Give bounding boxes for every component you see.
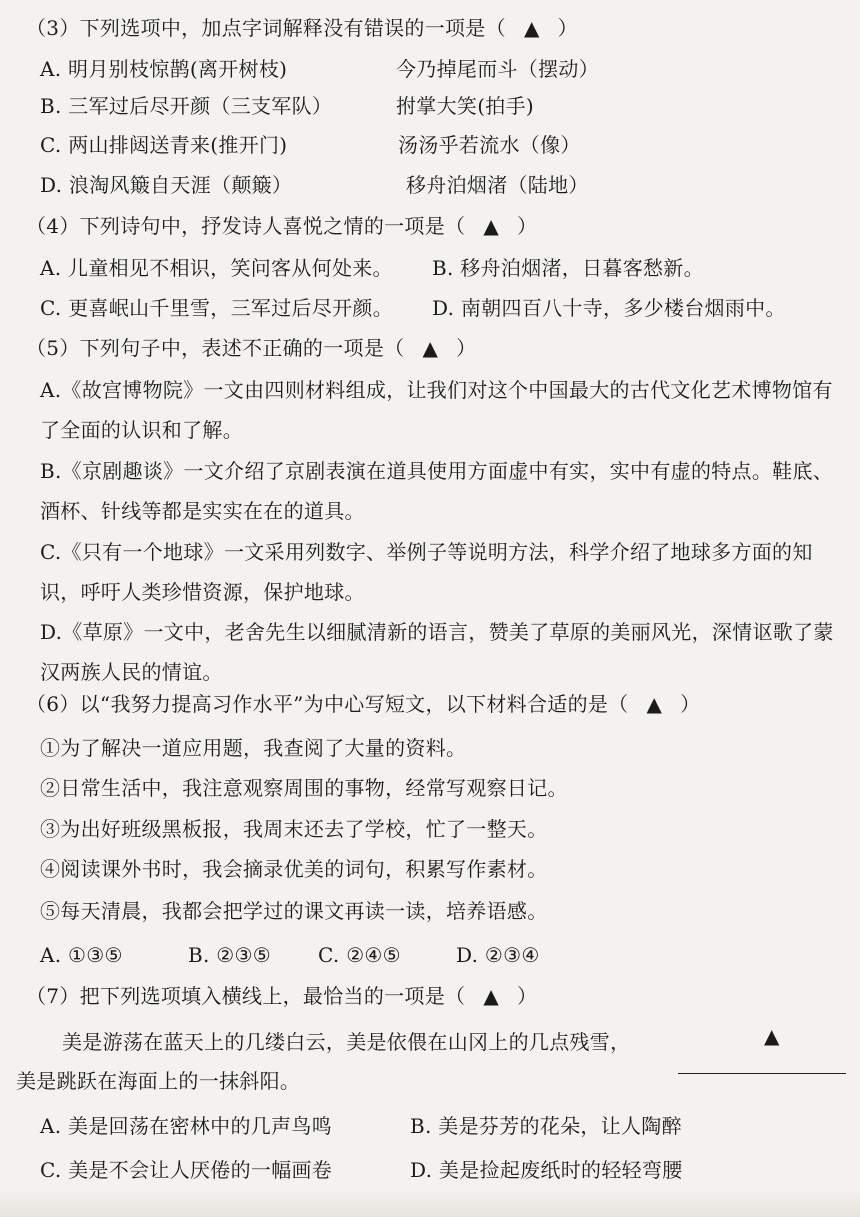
- q6-choice-b: B. ②③⑤: [188, 943, 272, 967]
- q6-item-1: ①为了解决一道应用题，我查阅了大量的资料。: [40, 736, 467, 760]
- q3-option-b-left: B. 三军过后尽开颜（三支军队）: [40, 94, 333, 118]
- question-6-text: （6）以“我努力提高习作水平”为中心写短文，以下材料合适的是（: [26, 692, 629, 716]
- answer-mark: ▲: [646, 692, 663, 716]
- answer-mark: ▲: [483, 214, 500, 238]
- q7-option-d: D. 美是捡起废纸时的轻轻弯腰: [410, 1158, 683, 1182]
- q6-choice-a: A. ①③⑤: [40, 943, 123, 967]
- q6-choice-d: D. ②③④: [456, 943, 540, 967]
- q5-option-b: B.《京剧趣谈》一文介绍了京剧表演在道具使用方面虚中有实，实中有虚的特点。鞋底、酒杯、针线等都是实实在在的道具。: [40, 459, 834, 523]
- q3-option-c-left: C. 两山排闼送青来(推开门): [40, 133, 288, 157]
- q7-option-c: C. 美是不会让人厌倦的一幅画卷: [40, 1158, 333, 1182]
- paren-close: ）: [517, 214, 538, 238]
- q6-item-4: ④阅读课外书时，我会摘录优美的词句，积累写作素材。: [40, 857, 548, 881]
- q5-option-d: D.《草原》一文中，老舍先生以细腻清新的语言，赞美了草原的美丽风光，深情讴歌了蒙汉两族人民的情谊。: [40, 620, 834, 684]
- question-7-text: （7）把下列选项填入横线上，最恰当的一项是（: [26, 984, 466, 1008]
- paren-close: ）: [557, 16, 578, 40]
- paren-close: ）: [680, 692, 701, 716]
- answer-mark: ▲: [422, 336, 439, 360]
- q6-item-3: ③为出好班级黑板报，我周末还去了学校，忙了一整天。: [40, 817, 548, 841]
- q3-option-d-right: 移舟泊烟渚（陆地）: [406, 173, 589, 197]
- answer-mark: ▲: [483, 984, 500, 1008]
- question-6-stem: [26, 690, 700, 718]
- q3-option-b-right: 拊掌大笑(拍手): [396, 94, 535, 118]
- question-4-stem: [26, 212, 537, 240]
- q7-option-a: A. 美是回荡在密林中的几声鸟鸣: [40, 1114, 332, 1138]
- question-4-text: （4）下列诗句中，抒发诗人喜悦之情的一项是（: [26, 214, 466, 238]
- question-3-stem: [26, 14, 578, 42]
- page-bottom-shadow: [0, 1190, 860, 1217]
- question-5-text: （5）下列句子中，表述不正确的一项是（: [26, 336, 405, 360]
- q3-option-a-left: A. 明月别枝惊鹊(离开树枝): [40, 57, 288, 81]
- q3-option-d-left: D. 浪淘风簸自天涯（颠簸）: [40, 173, 293, 197]
- q4-option-b: B. 移舟泊烟渚，日暮客愁新。: [432, 256, 704, 280]
- blank-answer-mark: ▲: [764, 1024, 780, 1048]
- q6-choice-c: C. ②④⑤: [318, 943, 401, 967]
- q4-option-c: C. 更喜岷山千里雪，三军过后尽开颜。: [40, 296, 394, 320]
- paren-close: ）: [456, 336, 477, 360]
- q3-option-a-right: 今乃掉尾而斗（摆动）: [396, 57, 599, 81]
- q7-passage-line-2: 美是跳跃在海面上的一抹斜阳。: [16, 1069, 301, 1093]
- paren-close: ）: [517, 984, 538, 1008]
- answer-mark: ▲: [523, 16, 540, 40]
- q5-option-a: A.《故宫博物院》一文由四则材料组成，让我们对这个中国最大的古代文化艺术博物馆有了全面的认识和了解。: [40, 378, 833, 442]
- q7-passage-line-1: 美是游荡在蓝天上的几缕白云，美是依偎在山冈上的几点残雪，: [62, 1030, 631, 1054]
- q5-option-c: C.《只有一个地球》一文采用列数字、举例子等说明方法，科学介绍了地球多方面的知识，呼吁人类珍惜资源，保护地球。: [40, 540, 813, 604]
- fill-in-blank-line: [678, 1049, 846, 1074]
- q4-option-a: A. 儿童相见不相识，笑问客从何处来。: [40, 256, 393, 280]
- q4-option-d: D. 南朝四百八十寺，多少楼台烟雨中。: [432, 296, 786, 320]
- q6-item-5: ⑤每天清晨，我都会把学过的课文再读一读，培养语感。: [40, 899, 548, 923]
- q7-option-b: B. 美是芬芳的花朵，让人陶醉: [410, 1114, 682, 1138]
- question-3-text: （3）下列选项中，加点字词解释没有错误的一项是（: [26, 16, 506, 40]
- question-7-stem: [26, 982, 537, 1010]
- q3-option-c-right: 汤汤乎若流水（像）: [398, 133, 581, 157]
- question-5-stem: [26, 334, 476, 362]
- q6-item-2: ②日常生活中，我注意观察周围的事物，经常写观察日记。: [40, 776, 568, 800]
